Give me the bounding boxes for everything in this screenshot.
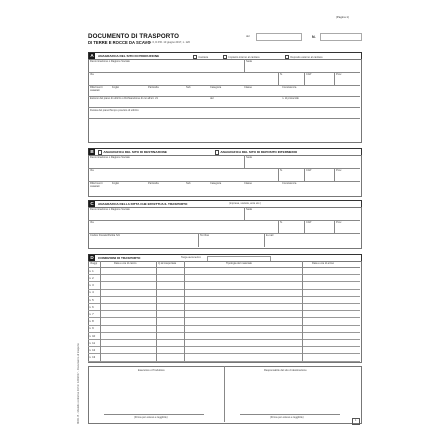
trip-number: n. 13 xyxy=(89,355,96,360)
a-del-label: del xyxy=(210,97,214,100)
a-estremi-label: Estremi del piano di utilizzo o Dichiarazione di cui all'art. 21 xyxy=(90,97,158,100)
b-riferimenti-label: Riferimenti catastali xyxy=(90,182,103,188)
section-c-title: ANAGRAFICA DELLA DITTA CHE EFFETTUA IL TRASPORTO xyxy=(98,202,188,207)
a-riferimenti-label: Riferimenti catastali xyxy=(90,86,103,92)
b-prov-label: Prov. xyxy=(336,169,342,172)
left-sign-caption: (Firma per esteso e leggibile) xyxy=(134,416,168,419)
b-foglio-label: Foglio xyxy=(112,182,120,185)
page-number-box xyxy=(352,418,360,425)
targa-label: Targa automezzo xyxy=(181,255,201,259)
c-tel-label: Tel./Fax xyxy=(200,234,210,237)
a-row1-line xyxy=(88,72,360,73)
col-viaggi: Viaggi xyxy=(90,262,98,265)
c-codice-fiscale-label: Codice Fiscale/Partita IVA xyxy=(90,234,120,237)
b-cap-label: CAP xyxy=(306,169,312,172)
c-div1 xyxy=(244,207,245,220)
col-line-4 xyxy=(302,261,303,361)
section-a-title: ANAGRAFICA DEL SITO DI PRODUZIONE xyxy=(98,54,160,59)
a-div3 xyxy=(304,72,305,85)
b-categoria-label: Categoria xyxy=(210,182,222,185)
a-protocollo-label: n. di protocollo xyxy=(282,97,299,100)
col-line-2 xyxy=(156,261,157,361)
b-sub-label: Sub xyxy=(186,182,191,185)
section-b-body xyxy=(88,155,362,197)
c-div3 xyxy=(304,220,305,233)
trip-number: n. 11 xyxy=(89,340,96,345)
a-categoria-label: Categoria xyxy=(210,86,222,89)
c-denominazione-label: Denominazione o Ragione Sociale xyxy=(90,208,130,211)
document-title: DOCUMENTO DI TRASPORTO xyxy=(88,33,180,40)
legal-reference: art. 6, D.P.R. 13 giugno 2017, n. 120 xyxy=(148,41,190,44)
c-div2 xyxy=(278,220,279,233)
a-row5-line xyxy=(88,118,360,119)
a-n-label: N. xyxy=(280,73,283,76)
section-b-letter: B xyxy=(90,149,94,154)
left-sign-line[interactable] xyxy=(104,414,204,415)
a-div1 xyxy=(244,59,245,72)
b-n-label: N. xyxy=(280,169,283,172)
table-row[interactable] xyxy=(88,353,360,361)
trip-number: n. 10 xyxy=(89,333,96,338)
c-div6 xyxy=(264,233,265,247)
trip-number: n. 6 xyxy=(89,304,94,309)
col-tipologia: Tipologia del materiale xyxy=(226,262,252,265)
c-prov-label: Prov. xyxy=(336,221,342,224)
number-field[interactable] xyxy=(320,33,362,41)
c-sede-label: Sede xyxy=(246,208,253,211)
option-impianto[interactable]: Impianto interno al cantiere xyxy=(223,55,260,59)
date-label: del xyxy=(246,35,250,38)
b-particella-label: Particella xyxy=(148,182,159,185)
a-via-label: Via xyxy=(90,73,94,76)
document-subtitle: DI TERRE E ROCCE DA SCAVO xyxy=(88,40,151,45)
number-label: N. xyxy=(312,35,316,39)
b-div1 xyxy=(244,155,245,168)
a-sede-label: Sede xyxy=(246,60,253,63)
b-div3 xyxy=(304,168,305,181)
a-consistenza-label: Consistenza xyxy=(282,86,297,89)
col-data-arrivo: Data e ora di arrivo xyxy=(312,262,335,265)
c-cap-label: CAP xyxy=(306,221,312,224)
a-row4-line xyxy=(88,107,360,108)
signature-divider xyxy=(224,366,225,422)
b-row2-line xyxy=(88,181,360,182)
trip-number: n. 7 xyxy=(89,311,94,316)
right-signature-label: Responsabile del sito di destinazione xyxy=(264,369,307,372)
col-data-carico: Data e ora di carico xyxy=(114,262,137,265)
date-field[interactable] xyxy=(256,33,302,41)
vertical-sidebar-text: MOD. B - Modello conforme D.P.R. 120/2017 - Documento di trasporto xyxy=(77,343,80,424)
section-d-title: CONDIZIONI DI TRASPORTO xyxy=(98,256,141,261)
section-b-title: ANAGRAFICA DEL SITO DI DESTINAZIONE xyxy=(98,150,167,154)
trip-number: n. 5 xyxy=(89,297,94,302)
a-prov-label: Prov. xyxy=(336,73,342,76)
section-d-letter: D xyxy=(90,255,94,260)
right-sign-caption: (Firma per esteso e leggibile) xyxy=(270,416,304,419)
c-div5 xyxy=(198,233,199,247)
c-n-label: N. xyxy=(280,221,283,224)
trip-number: n. 4 xyxy=(89,290,94,295)
vertical-sidebar xyxy=(77,214,83,424)
trip-number: n. 2 xyxy=(89,275,94,280)
section-c-title-note: (impresa, società, ente etc.) xyxy=(229,201,262,205)
a-durata-label: Durata del piano/Tempo previsto di utilizzo xyxy=(90,109,139,112)
trip-number: n. 9 xyxy=(89,326,94,331)
section-a-letter: A xyxy=(90,53,94,58)
b-div4 xyxy=(334,168,335,181)
b-denominazione-label: Denominazione o Ragione Sociale xyxy=(90,156,130,159)
option-deposito[interactable]: Deposito esterno al cantiere xyxy=(285,55,323,59)
col-line-1 xyxy=(100,261,101,361)
trip-number: n. 12 xyxy=(89,347,96,352)
trip-number: n. 3 xyxy=(89,283,94,288)
a-classe-label: Classe xyxy=(244,86,252,89)
b-sede-label: Sede xyxy=(246,156,253,159)
left-signature-label: Esecutore o Produttore xyxy=(138,369,165,372)
page-number: 1 xyxy=(355,419,357,422)
option-cantiere[interactable]: Cantiere xyxy=(193,55,208,59)
section-c-letter: C xyxy=(90,201,94,206)
a-row2-line xyxy=(88,85,360,86)
section-c-body xyxy=(88,207,362,249)
c-via-label: Via xyxy=(90,221,94,224)
a-sub-label: Sub xyxy=(186,86,191,89)
c-row1-line xyxy=(88,220,360,221)
b-div2 xyxy=(278,168,279,181)
b-classe-label: Classe xyxy=(244,182,252,185)
c-row2-line xyxy=(88,233,360,234)
signature-area xyxy=(88,366,362,424)
a-div4 xyxy=(334,72,335,85)
a-denominazione-label: Denominazione o Ragione Sociale xyxy=(90,60,130,63)
trip-number: n. 1 xyxy=(89,268,94,273)
page-label: (Pagina 1) xyxy=(336,15,349,19)
b-row1-line xyxy=(88,168,360,169)
col-quantita: Q.tà trasportata xyxy=(158,262,177,265)
section-b-title2: ANAGRAFICA DEL SITO DI DEPOSITO INTERMEDIO xyxy=(215,150,297,154)
c-email-label: E-mail xyxy=(266,234,274,237)
trip-number: n. 8 xyxy=(89,319,94,324)
a-cap-label: CAP xyxy=(306,73,312,76)
c-div4 xyxy=(334,220,335,233)
document-page xyxy=(60,14,360,426)
col-line-3 xyxy=(184,261,185,361)
a-particella-label: Particella xyxy=(148,86,159,89)
a-div2 xyxy=(278,72,279,85)
b-via-label: Via xyxy=(90,169,94,172)
a-foglio-label: Foglio xyxy=(112,86,120,89)
right-sign-line[interactable] xyxy=(240,414,340,415)
b-consistenza-label: Consistenza xyxy=(282,182,297,185)
